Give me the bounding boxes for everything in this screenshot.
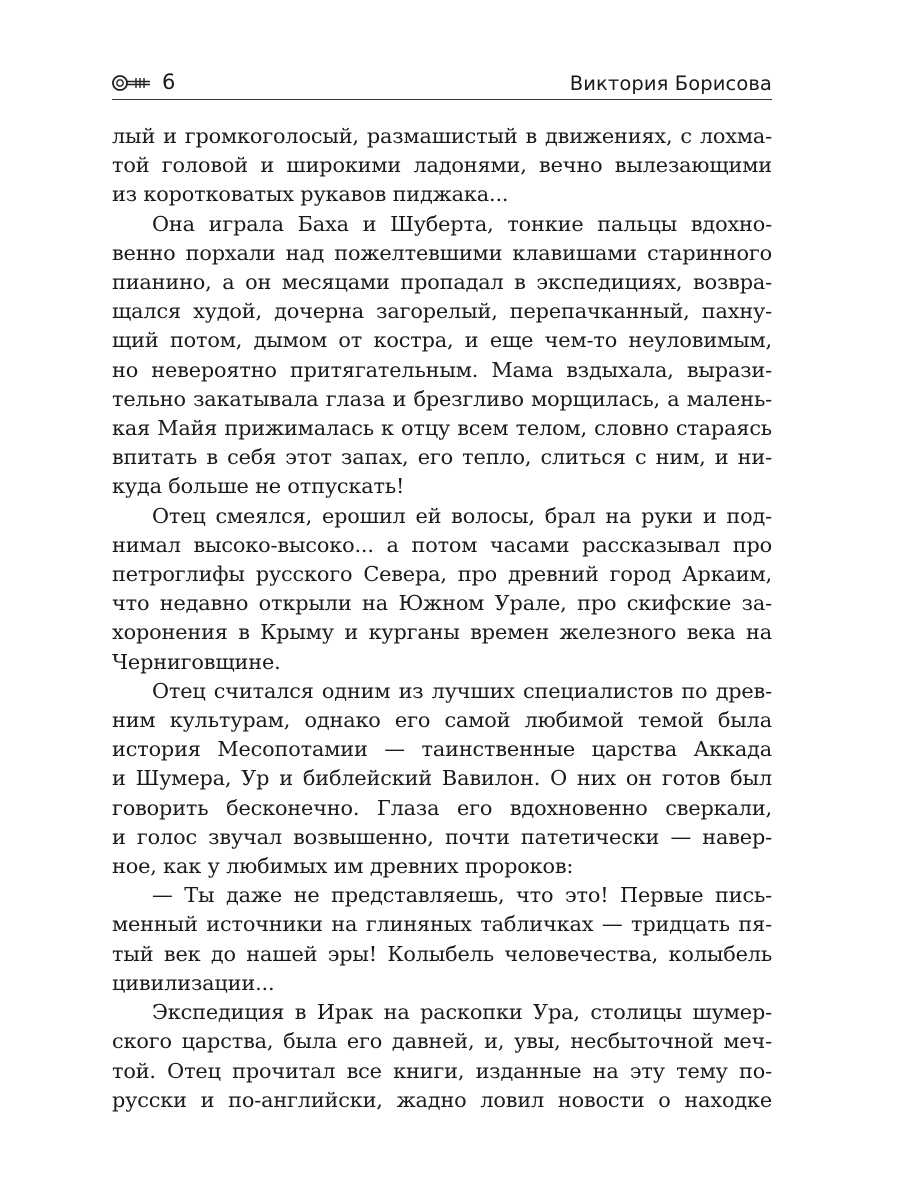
text-line: щался худой, дочерна загорелый, перепачканный, пахну-: [112, 299, 772, 324]
running-head: [112, 66, 772, 100]
text-line: и голос звучал возвышенно, почти патетически — навер-: [112, 824, 772, 849]
text-line: цивилизации...: [112, 970, 275, 995]
text-line: щий потом, дымом от костра, и еще чем-то неуловимым,: [112, 328, 772, 353]
text-line: Отец считался одним из лучших специалистов по древ-: [152, 678, 772, 703]
body-text: [112, 122, 772, 1115]
text-line: Отец смеялся, ерошил ей волосы, брал на руки и под-: [152, 503, 772, 528]
text-line: Черниговщине.: [112, 649, 281, 674]
text-line: лый и громкоголосый, размашистый в движениях, с лохма-: [112, 124, 772, 148]
text-line: из коротковатых рукавов пиджака...: [112, 182, 509, 207]
text-line: ним культурам, однако его самой любимой темой была: [112, 708, 772, 733]
book-page: [112, 66, 772, 1166]
page-number: 6: [162, 70, 176, 94]
text-line: той головой и широкими ладонями, вечно вылезающими: [112, 153, 772, 178]
text-line: Экспедиция в Ирак на раскопки Ура, столицы шумер-: [152, 1000, 772, 1025]
text-line: тельно закатывала глаза и брезгливо морщилась, а малень-: [112, 386, 772, 411]
text-line: ное, как у любимых им древних пророков:: [112, 854, 574, 879]
text-line: и Шумера, Ур и библейский Вавилон. О них он готов был: [112, 766, 772, 791]
text-line: кая Майя прижималась к отцу всем телом, словно стараясь: [112, 416, 772, 441]
text-line: но невероятно притягательным. Мама вздыхала, вырази-: [112, 357, 772, 382]
text-line: пианино, а он месяцами пропадал в экспедициях, возвра-: [112, 270, 772, 295]
text-line: — Ты даже не представляешь, что это! Первые пись-: [152, 883, 772, 908]
text-line: той. Отец прочитал все книги, изданные на эту тему по-: [112, 1058, 772, 1083]
key-ornament-icon: [112, 73, 152, 93]
folio: [112, 72, 175, 93]
text-line: менный источники на глиняных табличках — тридцать пя-: [112, 912, 772, 937]
text-line: впитать в себя этот запах, его тепло, слиться с ним, и ни-: [112, 445, 772, 470]
running-title: Виктория Борисова: [569, 71, 772, 95]
text-line: тый век до нашей эры! Колыбель человечества, колыбель: [112, 941, 772, 966]
text-line: хоронения в Крыму и курганы времен железного века на: [112, 620, 772, 645]
text-line: ского царства, была его давней, и, увы, несбыточной меч-: [112, 1029, 772, 1054]
text-line: история Месопотамии — таинственные царства Аккада: [112, 737, 772, 762]
text-line: куда больше не отпускать!: [112, 474, 405, 499]
text-line: петроглифы русского Севера, про древний город Аркаим,: [112, 562, 772, 587]
text-line: венно порхали над пожелтевшими клавишами старинного: [112, 240, 772, 265]
text-line: нимал высоко-высоко... а потом часами рассказывал про: [112, 532, 772, 557]
text-line: что недавно открыли на Южном Урале, про скифские за-: [112, 591, 772, 616]
text-line: говорить бесконечно. Глаза его вдохновенно сверкали,: [112, 795, 772, 820]
text-line: русски и по-английски, жадно ловил новости о находке: [112, 1087, 772, 1112]
text-line: Она играла Баха и Шуберта, тонкие пальцы вдохно-: [152, 211, 772, 236]
